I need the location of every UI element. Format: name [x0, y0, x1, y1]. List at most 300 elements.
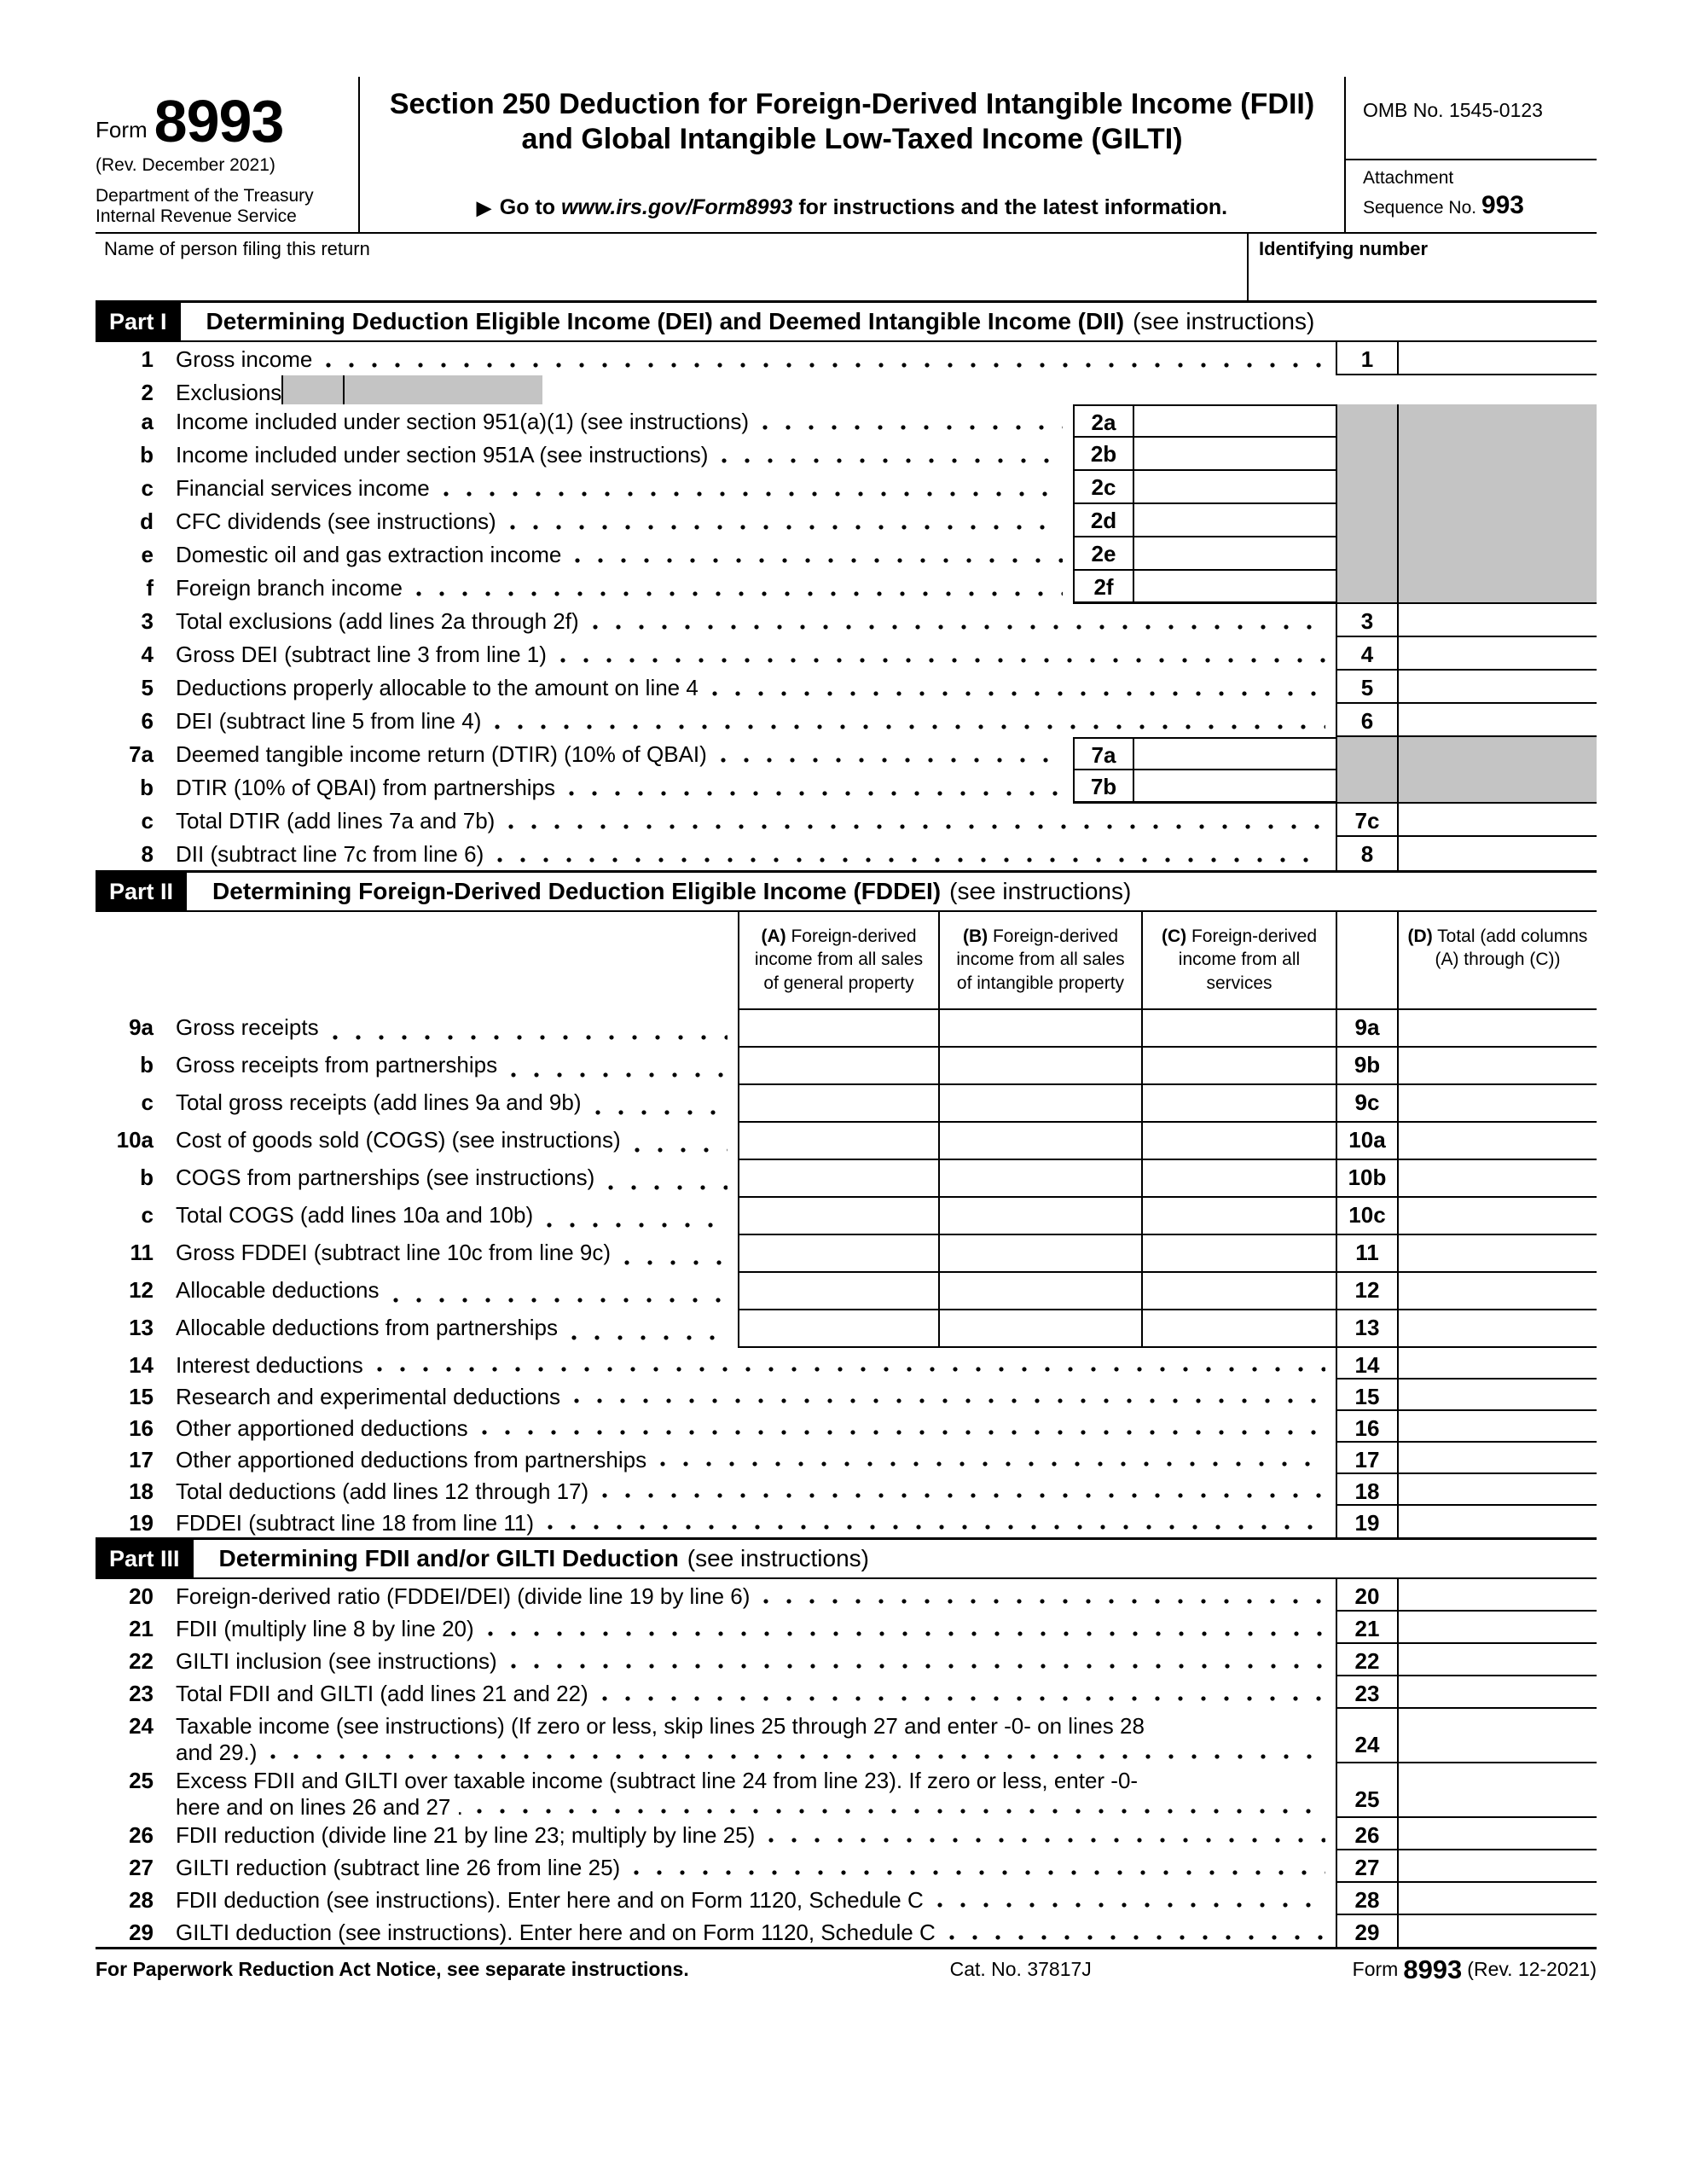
part2-title-suffix: (see instructions)	[949, 878, 1132, 904]
line-number-box: 4	[1336, 637, 1399, 671]
footer-form-word: Form	[1352, 1958, 1399, 1980]
line-number: a	[141, 409, 154, 434]
amount-cell[interactable]	[1399, 1763, 1597, 1818]
form-row-line-27	[96, 1850, 1597, 1883]
grid-cell-b[interactable]	[938, 1010, 1141, 1048]
line-number-box: 9a	[1336, 1010, 1399, 1048]
grid-cell-a[interactable]	[738, 1160, 938, 1198]
form-identity-block	[96, 77, 358, 232]
line-number-box: 8	[1336, 837, 1399, 870]
line-number-box	[1336, 404, 1399, 438]
grid-cell-c[interactable]	[1141, 1123, 1336, 1160]
line-number-box: 15	[1336, 1380, 1399, 1411]
amount-cell[interactable]	[1399, 1380, 1597, 1411]
form-row-line-2f	[96, 571, 1597, 604]
grid-cell-a[interactable]	[738, 1085, 938, 1123]
line-label: CFC dividends (see instructions)	[176, 508, 496, 534]
amount-cell[interactable]	[1399, 671, 1597, 704]
amount-cell[interactable]	[1399, 704, 1597, 737]
dot-leader	[595, 1110, 728, 1115]
column-header-b: (B) Foreign-derived income from all sales of intangible property	[938, 912, 1141, 1010]
amount-cell[interactable]	[1399, 1198, 1597, 1235]
amount-cell[interactable]	[1399, 1048, 1597, 1085]
line-label: GILTI deduction (see instructions). Enter here and on Form 1120, Schedule C	[176, 1920, 936, 1945]
form-row-line-28	[96, 1883, 1597, 1915]
line-label: Domestic oil and gas extraction income	[176, 542, 562, 567]
form-word: Form	[96, 116, 148, 142]
dot-leader	[508, 824, 1325, 829]
amount-cell[interactable]	[1399, 804, 1597, 837]
dot-leader	[721, 758, 1063, 763]
line-number: 3	[141, 608, 154, 634]
line-number: f	[146, 575, 154, 601]
line-label-continued: and 29.)	[176, 1740, 258, 1765]
line-label: Research and experimental deductions	[176, 1384, 560, 1409]
dot-leader	[949, 1935, 1325, 1940]
shaded-cell	[1399, 737, 1597, 770]
line-number-box: 1	[1336, 342, 1399, 375]
attachment-number: 993	[1481, 191, 1524, 220]
sub-amount-cell[interactable]	[1134, 737, 1336, 770]
label-line-1	[96, 1709, 1336, 1740]
line-number-box	[1336, 571, 1399, 604]
line-label: Gross receipts	[176, 1014, 319, 1040]
amount-cell[interactable]	[1399, 1348, 1597, 1380]
dot-leader	[393, 1298, 728, 1303]
footer-form-id	[1352, 1954, 1597, 1984]
line-number-box: 26	[1336, 1818, 1399, 1850]
grid-cell-a[interactable]	[738, 1310, 938, 1348]
line-number-box: 3	[1336, 604, 1399, 637]
sub-line-number-box: 2f	[1073, 571, 1134, 604]
line-number-box	[1336, 471, 1399, 504]
grid-cell-b[interactable]	[938, 1123, 1141, 1160]
identifying-number-cell	[1247, 234, 1597, 300]
form-revision: (Rev. December 2021)	[96, 154, 275, 175]
line-label: Income included under section 951(a)(1) (see instructions)	[176, 409, 750, 434]
amount-cell[interactable]	[1399, 1676, 1597, 1709]
form-row-line-2d	[96, 504, 1597, 537]
dot-leader	[326, 363, 1325, 368]
dot-leader	[560, 658, 1325, 663]
amount-cell[interactable]	[1399, 1883, 1597, 1915]
line-number-box: 9c	[1336, 1085, 1399, 1123]
shaded-cell	[1399, 770, 1597, 804]
line-label: Other apportioned deductions	[176, 1415, 468, 1441]
line-number-box: 21	[1336, 1612, 1399, 1644]
form-row-line-9a	[96, 1010, 1597, 1048]
column-header-a: (A) Foreign-derived income from all sales of general property	[738, 912, 938, 1010]
name-field-cell	[96, 234, 1247, 300]
line-number-box: 27	[1336, 1850, 1399, 1883]
line-number-box	[1336, 770, 1399, 804]
line-number: 11	[130, 1240, 154, 1265]
line-label: Deductions properly allocable to the amount on line 4	[176, 675, 699, 700]
grid-cell-c[interactable]	[1141, 1010, 1336, 1048]
amount-cell[interactable]	[1399, 1235, 1597, 1273]
sub-line-number-box: 2b	[1073, 438, 1134, 471]
line-label: Income included under section 951A (see instructions)	[176, 442, 709, 468]
form-row-line-12	[96, 1273, 1597, 1310]
line-label: DEI (subtract line 5 from line 4)	[176, 708, 482, 734]
line-number: 17	[129, 1447, 154, 1472]
line-number-box: 22	[1336, 1644, 1399, 1676]
form-title-line-1: Section 250 Deduction for Foreign-Derived Intangible Income (FDII)	[389, 88, 1315, 120]
attachment-sequence	[1346, 160, 1597, 232]
agency-line-1: Department of the Treasury	[96, 185, 314, 206]
line-number-box: 10a	[1336, 1123, 1399, 1160]
dot-leader	[593, 624, 1325, 630]
part3-bar	[96, 1537, 1597, 1579]
form-row-line-25	[96, 1763, 1597, 1818]
goto-instructions-line	[367, 195, 1337, 224]
catalog-number: Cat. No. 37817J	[949, 1958, 1092, 1980]
dot-leader	[571, 1335, 728, 1340]
sub-amount-cell[interactable]	[1134, 770, 1336, 804]
form-row-line-24	[96, 1709, 1597, 1763]
dot-leader	[569, 791, 1063, 796]
form-row-line-8	[96, 837, 1597, 870]
line-number-box	[1336, 438, 1399, 471]
line-number: e	[141, 542, 154, 567]
line-number: 15	[129, 1384, 154, 1409]
line-label: Excess FDII and GILTI over taxable income (subtract line 24 from line 23). If zero or less, enter -0-	[176, 1768, 1139, 1793]
form-row-line-16	[96, 1411, 1597, 1443]
dot-leader	[488, 1631, 1325, 1636]
identifying-number-label: Identifying number	[1259, 238, 1428, 259]
form-title-block	[358, 77, 1346, 232]
grid-cell-c[interactable]	[1141, 1048, 1336, 1085]
dot-leader	[270, 1754, 1325, 1759]
dot-leader	[602, 1696, 1325, 1701]
line-number-box	[1336, 737, 1399, 770]
line-number-box: 20	[1336, 1579, 1399, 1612]
dot-leader	[333, 1035, 728, 1040]
line-number: 22	[129, 1648, 154, 1674]
grid-cell-b[interactable]	[938, 1085, 1141, 1123]
line-number: 19	[129, 1510, 154, 1536]
line-label: FDDEI (subtract line 18 from line 11)	[176, 1510, 534, 1536]
part1-title-suffix: (see instructions)	[1133, 308, 1315, 334]
line-number-box: 16	[1336, 1411, 1399, 1443]
line-number-box	[1336, 537, 1399, 571]
line-label: Other apportioned deductions from partnerships	[176, 1447, 647, 1472]
line-number-box: 10b	[1336, 1160, 1399, 1198]
line-number: 18	[129, 1478, 154, 1504]
line-number-box: 14	[1336, 1348, 1399, 1380]
dot-leader	[602, 1493, 1325, 1498]
line-number-box: 5	[1336, 671, 1399, 704]
line-number-box: 24	[1336, 1709, 1399, 1763]
line-number: 29	[129, 1920, 154, 1945]
part1-bar	[96, 303, 1597, 342]
form-number: 8993	[154, 88, 284, 154]
part2-badge: Part II	[96, 873, 187, 910]
line-label: Foreign branch income	[176, 575, 403, 601]
form-row-line-2a	[96, 404, 1597, 438]
grid-cell-b[interactable]	[938, 1160, 1141, 1198]
amount-cell[interactable]	[1399, 1273, 1597, 1310]
part2-rows	[96, 1010, 1597, 1537]
line-label: Foreign-derived ratio (FDDEI/DEI) (divide line 19 by line 6)	[176, 1583, 751, 1609]
line-label: FDII deduction (see instructions). Enter here and on Form 1120, Schedule C	[176, 1887, 924, 1913]
line-number: 5	[141, 675, 154, 700]
form-row-line-3	[96, 604, 1597, 637]
paperwork-notice: For Paperwork Reduction Act Notice, see separate instructions.	[96, 1958, 689, 1980]
line-label: Interest deductions	[176, 1352, 363, 1378]
form-row-line-21	[96, 1612, 1597, 1644]
identifying-number-input[interactable]	[1259, 260, 1586, 296]
form-row-line-14	[96, 1348, 1597, 1380]
amount-cell[interactable]	[1399, 1709, 1597, 1763]
line-label: DTIR (10% of QBAI) from partnerships	[176, 775, 556, 800]
grid-cell-c[interactable]	[1141, 1310, 1336, 1348]
form-row-line-10a	[96, 1123, 1597, 1160]
dot-leader	[511, 1072, 728, 1077]
form-row-line-1	[96, 342, 1597, 375]
dot-leader	[477, 1809, 1325, 1814]
column-header-line-number	[1336, 912, 1399, 1010]
grid-cell-a[interactable]	[738, 1048, 938, 1085]
line-label: FDII (multiply line 8 by line 20)	[176, 1616, 474, 1641]
amount-cell[interactable]	[1399, 1085, 1597, 1123]
grid-cell-a[interactable]	[738, 1273, 938, 1310]
filer-info-row	[96, 234, 1597, 303]
grid-cell-b[interactable]	[938, 1198, 1141, 1235]
line-number: 2	[141, 380, 154, 405]
sub-amount-cell[interactable]	[1134, 404, 1336, 438]
line-number: 16	[129, 1415, 154, 1441]
line-number: 7a	[129, 741, 154, 767]
grid-cell-a[interactable]	[738, 1010, 938, 1048]
line-label-block	[96, 1763, 1336, 1818]
form-row-line-6	[96, 704, 1597, 737]
line-number-box: 18	[1336, 1474, 1399, 1506]
line-label: DII (subtract line 7c from line 6)	[176, 841, 484, 867]
amount-cell[interactable]	[1399, 1506, 1597, 1537]
amount-cell[interactable]	[1399, 1579, 1597, 1612]
line-number: c	[141, 808, 154, 834]
amount-cell[interactable]	[1399, 1411, 1597, 1443]
part3-rows	[96, 1579, 1597, 1948]
line-label: FDII reduction (divide line 21 by line 23; multiply by line 25)	[176, 1822, 756, 1848]
amount-cell[interactable]	[1399, 837, 1597, 870]
amount-cell[interactable]	[1399, 1474, 1597, 1506]
amount-cell[interactable]	[1399, 342, 1597, 375]
column-header-c: (C) Foreign-derived income from all services	[1141, 912, 1336, 1010]
line-number: 4	[141, 642, 154, 667]
form-row-line-9b	[96, 1048, 1597, 1085]
line-number: b	[140, 1165, 154, 1190]
form-row-line-29	[96, 1915, 1597, 1948]
line-number: 28	[129, 1887, 154, 1913]
amount-cell[interactable]	[1399, 1915, 1597, 1948]
dot-leader	[482, 1430, 1325, 1435]
amount-cell[interactable]	[1399, 1850, 1597, 1883]
line-label: Deemed tangible income return (DTIR) (10% of QBAI)	[176, 741, 707, 767]
shaded-cell	[1399, 571, 1597, 604]
line-number: 23	[129, 1681, 154, 1706]
grid-cell-a[interactable]	[738, 1198, 938, 1235]
line-number-box: 28	[1336, 1883, 1399, 1915]
form-row-line-19	[96, 1506, 1597, 1537]
form-row-line-10c	[96, 1198, 1597, 1235]
sub-amount-cell[interactable]	[1134, 571, 1336, 604]
line-number-box: 17	[1336, 1443, 1399, 1474]
form-header	[96, 77, 1597, 234]
sub-amount-cell[interactable]	[1134, 438, 1336, 471]
column-header-d: (D) Total (add columns (A) through (C))	[1399, 912, 1597, 1010]
name-label: Name of person filing this return	[104, 238, 370, 259]
form-row-line-9c	[96, 1085, 1597, 1123]
dot-leader	[608, 1185, 728, 1190]
page-footer	[96, 1947, 1597, 1984]
dot-leader	[660, 1461, 1325, 1467]
line-number-box	[281, 375, 345, 404]
line-number: 12	[129, 1277, 154, 1303]
line-number: c	[141, 1202, 154, 1228]
agency-line-2: Internal Revenue Service	[96, 206, 297, 227]
line-number-box	[1336, 504, 1399, 537]
line-number: 8	[141, 841, 154, 867]
shaded-cell	[1399, 537, 1597, 571]
line-label: Gross income	[176, 346, 313, 372]
right-arrow-icon: ▶	[476, 197, 491, 218]
line-number-box: 7c	[1336, 804, 1399, 837]
footer-form-revision: (Rev. 12-2021)	[1467, 1958, 1597, 1980]
name-input[interactable]	[104, 260, 1238, 296]
line-number: c	[141, 475, 154, 501]
sub-amount-cell[interactable]	[1134, 471, 1336, 504]
amount-cell[interactable]	[1399, 1612, 1597, 1644]
line-label: Gross FDDEI (subtract line 10c from line 9c)	[176, 1240, 612, 1265]
goto-pre: Go to	[499, 195, 561, 219]
form-row-line-15	[96, 1380, 1597, 1411]
line-number-box: 13	[1336, 1310, 1399, 1348]
attachment-line-1: Attachment	[1363, 168, 1454, 188]
amount-cell[interactable]	[1399, 1160, 1597, 1198]
dot-leader	[574, 1398, 1325, 1403]
form-row-line-2	[96, 375, 1597, 404]
grid-cell-b[interactable]	[938, 1310, 1141, 1348]
line-number-box: 25	[1336, 1763, 1399, 1818]
line-number: 25	[129, 1768, 154, 1793]
line-number-box: 19	[1336, 1506, 1399, 1537]
dot-leader	[443, 491, 1063, 497]
part1-rows	[96, 342, 1597, 870]
dot-leader	[575, 558, 1063, 563]
line-label: Total FDII and GILTI (add lines 21 and 22)	[176, 1681, 588, 1706]
dot-leader	[937, 1902, 1325, 1908]
form-title-line-2: and Global Intangible Low-Taxed Income (GILTI)	[521, 123, 1183, 156]
line-number: 1	[141, 346, 154, 372]
line-number-box: 6	[1336, 704, 1399, 737]
label-line-1	[96, 1763, 1336, 1794]
line-number-box: 12	[1336, 1273, 1399, 1310]
amount-cell[interactable]	[1399, 1310, 1597, 1348]
sub-amount-cell[interactable]	[1134, 537, 1336, 571]
line-label: Exclusions	[176, 380, 282, 405]
line-label: GILTI inclusion (see instructions)	[176, 1648, 497, 1674]
dot-leader	[722, 458, 1063, 463]
form-row-line-26	[96, 1818, 1597, 1850]
line-label: Allocable deductions	[176, 1277, 380, 1303]
form-row-line-18	[96, 1474, 1597, 1506]
line-number: b	[140, 775, 154, 800]
line-number: 27	[129, 1855, 154, 1880]
line-number-box: 23	[1336, 1676, 1399, 1709]
line-number: 24	[129, 1713, 154, 1739]
grid-cell-c[interactable]	[1141, 1198, 1336, 1235]
grid-cell-a[interactable]	[738, 1235, 938, 1273]
sub-line-number-box: 7b	[1073, 770, 1134, 804]
dot-leader	[635, 1147, 728, 1153]
amount-cell[interactable]	[1399, 604, 1597, 637]
amount-cell[interactable]	[1399, 1818, 1597, 1850]
grid-cell-b[interactable]	[938, 1048, 1141, 1085]
line-number: 13	[129, 1315, 154, 1340]
amount-cell[interactable]	[1399, 637, 1597, 671]
part3-title: Determining FDII and/or GILTI Deduction	[218, 1545, 679, 1571]
grid-cell-c[interactable]	[1141, 1273, 1336, 1310]
line-label: Allocable deductions from partnerships	[176, 1315, 559, 1340]
part2-column-headers	[96, 912, 1597, 1010]
grid-cell-c[interactable]	[1141, 1085, 1336, 1123]
goto-post: for instructions and the latest information.	[792, 195, 1228, 219]
form-row-line-17	[96, 1443, 1597, 1474]
amount-cell[interactable]	[1399, 1644, 1597, 1676]
dot-leader	[510, 525, 1063, 530]
line-label: Cost of goods sold (COGS) (see instructions)	[176, 1127, 621, 1153]
footer-form-number: 8993	[1403, 1954, 1463, 1984]
form-row-line-11	[96, 1235, 1597, 1273]
dot-leader	[495, 724, 1325, 729]
grid-cell-c[interactable]	[1141, 1160, 1336, 1198]
line-number: d	[140, 508, 154, 534]
line-number: 20	[129, 1583, 154, 1609]
sub-line-number-box: 2c	[1073, 471, 1134, 504]
form-row-line-13	[96, 1310, 1597, 1348]
grid-cell-b[interactable]	[938, 1273, 1141, 1310]
line-number-box: 29	[1336, 1915, 1399, 1948]
dot-leader	[768, 1838, 1325, 1843]
sub-amount-cell[interactable]	[1134, 504, 1336, 537]
form-row-line-4	[96, 637, 1597, 671]
line-label-block	[96, 1709, 1336, 1763]
amount-cell[interactable]	[1399, 1010, 1597, 1048]
form-row-line-2e	[96, 537, 1597, 571]
grid-cell-b[interactable]	[938, 1235, 1141, 1273]
form-row-line-2c	[96, 471, 1597, 504]
sub-line-number-box: 2a	[1073, 404, 1134, 438]
dot-leader	[377, 1367, 1325, 1372]
part1-title: Determining Deduction Eligible Income (DEI) and Deemed Intangible Income (DII)	[206, 308, 1125, 334]
sub-line-number-box: 7a	[1073, 737, 1134, 770]
line-number: 21	[129, 1616, 154, 1641]
line-label: Total gross receipts (add lines 9a and 9b)	[176, 1089, 582, 1115]
amount-cell[interactable]	[1399, 1123, 1597, 1160]
dot-leader	[548, 1525, 1325, 1530]
shaded-cell	[1399, 471, 1597, 504]
grid-cell-c[interactable]	[1141, 1235, 1336, 1273]
line-label-continued: here and on lines 26 and 27 .	[176, 1794, 463, 1820]
part1-badge: Part I	[96, 303, 181, 340]
form-row-line-20	[96, 1579, 1597, 1612]
line-label: Total deductions (add lines 12 through 17)	[176, 1478, 589, 1504]
grid-cell-a[interactable]	[738, 1123, 938, 1160]
goto-url-link[interactable]: www.irs.gov/Form8993	[560, 195, 793, 219]
amount-cell[interactable]	[1399, 1443, 1597, 1474]
